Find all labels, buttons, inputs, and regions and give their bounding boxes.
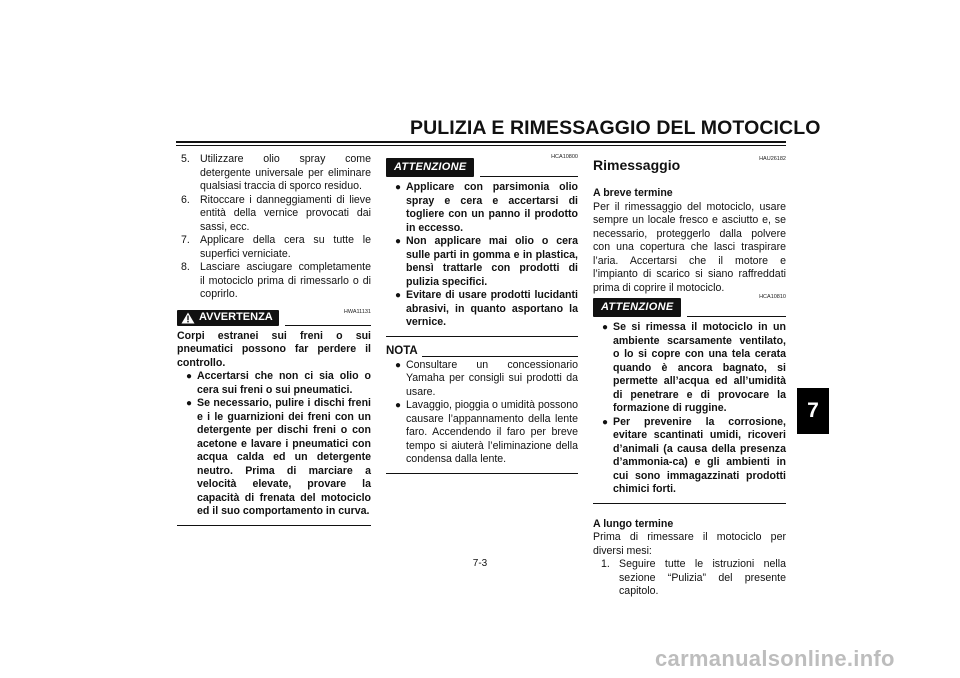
attention-header <box>386 154 578 177</box>
bullet-dot-icon: ● <box>395 290 402 301</box>
chapter-tab: 7 <box>797 388 829 434</box>
header-rule-thin <box>176 145 786 146</box>
warning-label: AVVERTENZA <box>199 310 273 323</box>
warning-bullet-text: Accertarsi che non ci sia olio o cera sui freni o sui pneumatici. <box>197 370 371 396</box>
step-item <box>177 153 371 194</box>
attention-badge: ATTENZIONE <box>593 298 681 317</box>
column-middle <box>386 153 578 474</box>
step-text: Applicare della cera su tutte le superfici verniciate. <box>200 234 371 260</box>
step-item <box>177 234 371 261</box>
long-term-heading: A lungo termine <box>593 517 674 530</box>
warning-intro: Corpi estranei sui freni o sui pneumatici possono far perdere il controllo. <box>177 329 371 369</box>
step-number: 1. <box>601 558 610 570</box>
attention-code: HCA10800 <box>551 154 578 160</box>
bullet-dot-icon: ● <box>186 398 193 409</box>
nota-bullet-text: Consultare un concessionario Yamaha per consigli sui prodotti da usare. <box>406 358 578 398</box>
attention-bullet <box>386 181 578 235</box>
step-number: 5. <box>181 153 190 165</box>
attention-bullet <box>386 289 578 330</box>
attention-bullet-text: Applicare con parsimonia olio spray e cera e accertarsi di togliere con un panno il prodotto in eccesso. <box>406 181 578 234</box>
attention-header-line <box>480 176 578 177</box>
watermark-logo[interactable]: carmanualsonline.info <box>655 646 895 671</box>
nota-bullet <box>386 399 578 467</box>
long-term-steps <box>593 558 786 599</box>
short-term-text: Per il rimessaggio del motociclo, usare sempre un locale fresco e asciutto e, se necessario, proteggerlo dalla polvere con una copertura che lasci traspirare l’aria. Accertarsi che il motore e l’impianto di scarico si siano raffreddati prima di coprire il motociclo. <box>593 200 786 294</box>
warning-header-line <box>285 325 371 326</box>
section-code: HAU26182 <box>759 156 786 162</box>
step-number: 8. <box>181 261 190 273</box>
column-right <box>593 153 786 599</box>
step-text: Lasciare asciugare completamente il motociclo prima di rimessarlo o di coprirlo. <box>200 261 371 300</box>
attention-bullet-text: Non applicare mai olio o cera sulle parti in gomma e in plastica, bensì trattarle con prodotti di pulizia specifici. <box>406 235 578 288</box>
attention-code: HCA10810 <box>759 294 786 300</box>
attention-bullet-text: Se si rimessa il motociclo in un ambiente scarsamente ventilato, o lo si copre con una tela cerata quando è ancora bagnato, si permette all’acqua ed all’umidità di penetrare e di provocare la formazione di ruggine. <box>613 321 786 414</box>
attention-bullet <box>593 321 786 416</box>
short-term-heading: A breve termine <box>593 187 673 199</box>
page-number: 7-3 <box>472 558 488 569</box>
step-number: 7. <box>181 234 190 246</box>
page-title: PULIZIA E RIMESSAGGIO DEL MOTOCICLO <box>410 117 821 139</box>
warning-header <box>177 308 371 326</box>
cleaning-steps <box>177 153 371 302</box>
warning-end-rule <box>177 525 371 526</box>
nota-bullet-text: Lavaggio, pioggia o umidità possono causare l’appannamento della lente faro. Accendendo il faro per breve tempo si aiuterà l’eliminazione della condensa dalla lente. <box>406 399 578 465</box>
step-text: Ritoccare i danneggiamenti di lieve entità della vernice provocati dai sassi, ecc. <box>200 193 371 233</box>
section-header <box>593 153 786 175</box>
nota-bullet <box>386 359 578 400</box>
step-item <box>177 194 371 235</box>
attention-bullet-text: Evitare di usare prodotti lucidanti abrasivi, in quanto asportano la vernice. <box>406 289 578 328</box>
nota-header-line <box>422 356 578 357</box>
attention-header-line <box>687 316 786 317</box>
attention-header <box>593 294 786 317</box>
nota-label: NOTA <box>386 345 418 357</box>
warning-bullet-text: Se necessario, pulire i dischi freni e i le guarnizioni dei freni con un detergente per dischi freni o con acetone e lavare i pneumatici con acqua calda ed un detergente neutro. Prima di marciare a velocità elevate, provare la capacità di frenata del motociclo ed il suo comportamento in curva. <box>197 397 371 517</box>
section-title: Rimessaggio <box>593 157 681 173</box>
step-item <box>593 558 786 599</box>
attention-bullet <box>593 416 786 497</box>
step-text: Seguire tutte le istruzioni nella sezione “Pulizia” del presente capitolo. <box>619 558 786 597</box>
attention-bullet <box>386 235 578 289</box>
bullet-dot-icon: ● <box>395 400 402 411</box>
warning-code: HWA11131 <box>343 308 371 315</box>
warning-triangle-icon <box>181 312 195 324</box>
nota-header <box>386 345 578 359</box>
attention-bullet-text: Per prevenire la corrosione, evitare scantinati umidi, ricoveri d’animali (a causa della presenza d’ammonia-ca) e gli ambienti in cui sono immagazzinati prodotti chimici forti. <box>613 415 786 495</box>
step-text: Utilizzare olio spray come detergente universale per eliminare qualsiasi traccia di sporco residuo. <box>200 153 371 192</box>
long-term-text: Prima di rimessare il motociclo per diversi mesi: <box>593 531 786 557</box>
bullet-dot-icon: ● <box>602 322 609 333</box>
header-rule <box>176 141 786 143</box>
bullet-dot-icon: ● <box>186 371 193 382</box>
bullet-dot-icon: ● <box>602 416 609 428</box>
step-number: 6. <box>181 193 190 206</box>
step-item <box>177 261 371 302</box>
nota-end-rule <box>386 473 578 474</box>
bullet-dot-icon: ● <box>395 359 402 371</box>
warning-badge <box>177 310 279 326</box>
bullet-dot-icon: ● <box>395 236 402 247</box>
warning-bullet <box>177 370 371 397</box>
warning-bullet <box>177 397 371 519</box>
attention-badge: ATTENZIONE <box>386 158 474 177</box>
bullet-dot-icon: ● <box>395 182 402 193</box>
column-left <box>177 153 371 526</box>
